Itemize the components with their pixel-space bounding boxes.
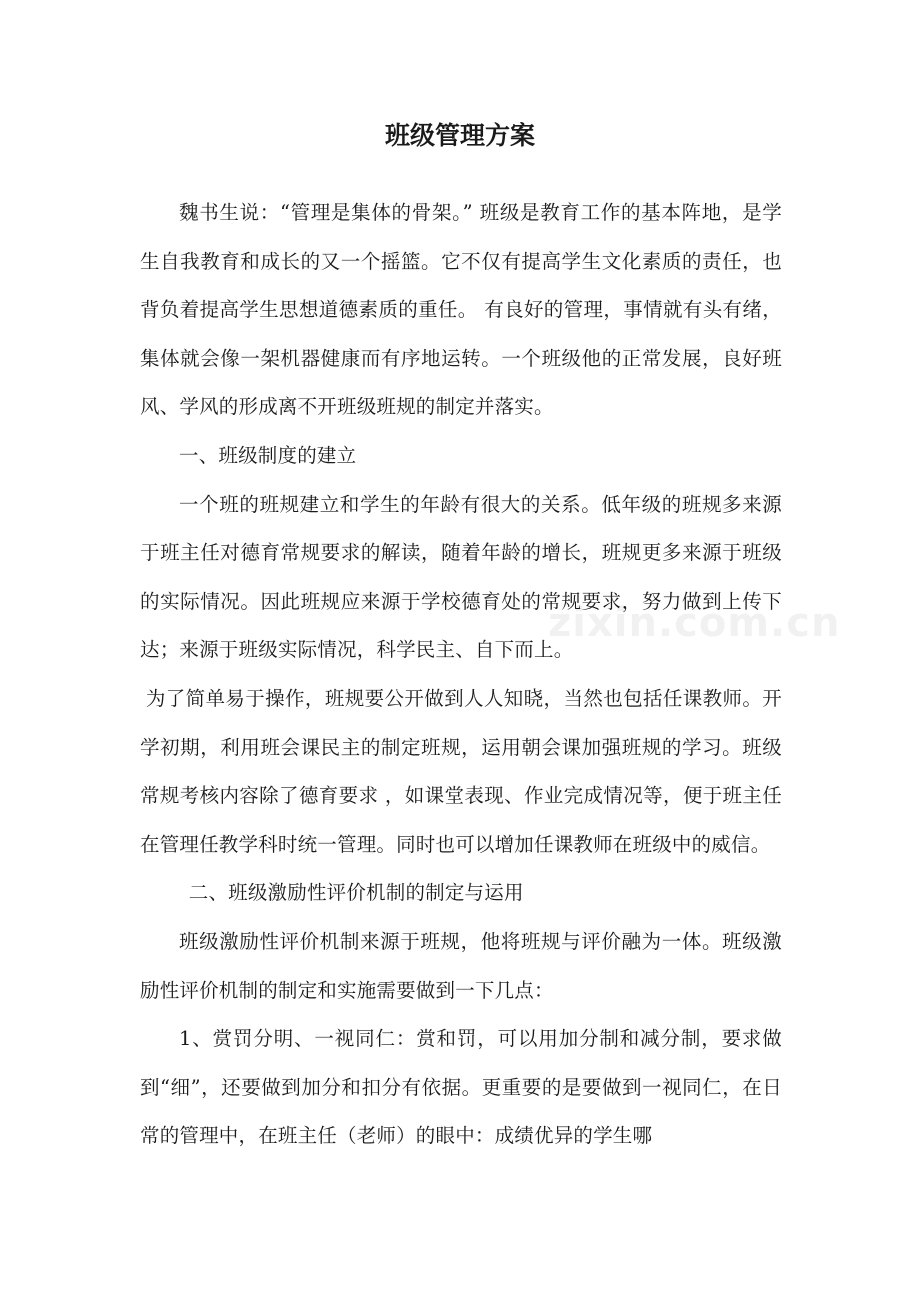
section-heading-1: 一、班级制度的建立 bbox=[179, 443, 357, 467]
document-body bbox=[140, 189, 782, 1161]
paragraph-section-2: 班级激励性评价机制来源于班规，他将班规与评价融为一体。班级激励性评价机制的制定和实施需要做到一下几点： bbox=[140, 929, 782, 1002]
paragraph-section-1-continued: 为了简单易于操作，班规要公开做到人人知晓，当然也包括任课教师。开学初期，利用班会课民主的制定班规，运用朝会课加强班规的学习。班级常规考核内容除了德育要求 ，如课堂表现、作业完成情况等，便于班主任在管理任教学科时统一管理。同时也可以增加任课教师在班级中的威信。 bbox=[140, 686, 782, 856]
paragraph-intro: 魏书生说：“管理是集体的骨架。” 班级是教育工作的基本阵地，是学生自我教育和成长的又一个摇篮。它不仅有提高学生文化素质的责任，也背负着提高学生思想道德素质的重任。 有良好的管理，事情就有头有绪，集体就会像一架机器健康而有序地运转。一个班级他的正常发展，良好班风、学风的形成离不开班级班规的制定并落实。 bbox=[140, 201, 782, 419]
section-heading-2: 二、班级激励性评价机制的制定与运用 bbox=[188, 881, 524, 905]
watermark: zixin.com.cn bbox=[548, 600, 841, 646]
document-title: 班级管理方案 bbox=[384, 121, 535, 150]
paragraph-point-1: 1、赏罚分明、一视同仁：赏和罚，可以用加分制和减分制，要求做到“细”，还要做到加分和扣分有依据。更重要的是要做到一视同仁，在日常的管理中，在班主任（老师）的眼中：成绩优异的学生哪 bbox=[140, 1027, 782, 1148]
paragraph-section-1: 一个班的班规建立和学生的年龄有很大的关系。低年级的班规多来源于班主任对德育常规要求的解读，随着年龄的增长，班规更多来源于班级的实际情况。因此班规应来源于学校德育处的常规要求，努力做到上传下达；来源于班级实际情况，科学民主、自下而上。 bbox=[140, 492, 782, 662]
